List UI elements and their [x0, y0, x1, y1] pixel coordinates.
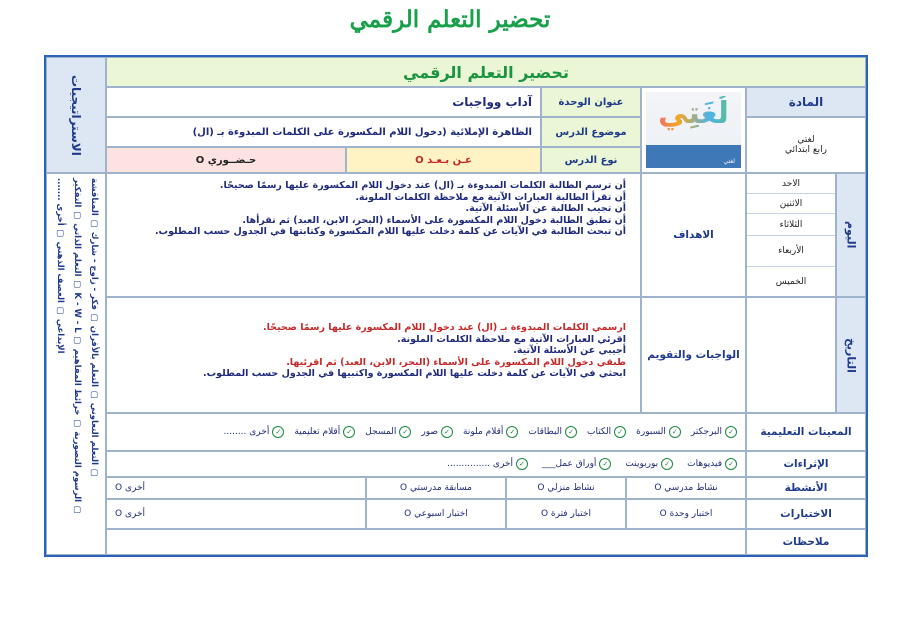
logo-caption: لغتي	[723, 158, 735, 165]
subject-grade: رابع ابتدائي	[785, 145, 827, 155]
unit-title-value: آداب وواجبات	[106, 87, 541, 117]
test-2[interactable]: اختبار فترة O	[506, 499, 626, 529]
goal-1: أن ترسم الطالبة الكلمات المبدوءة بـ (ال) عند دخول اللام المكسورة عليها رسمًا صحيحًا.	[219, 180, 626, 191]
aid-item[interactable]: ✓أخرى ........	[224, 426, 285, 438]
activities-label: الأنشطة	[746, 477, 866, 499]
date-header	[836, 297, 866, 413]
date-label: التاريخ	[844, 337, 858, 373]
aid-item[interactable]: ✓أقلام تعليمية	[294, 426, 355, 438]
goal-5: أن تبحث الطالبة في الآيات عن كلمة دخلت عليها اللام المكسورة وكتابتها في الجدول حسب المطلوب.	[154, 226, 626, 237]
enrichment-item[interactable]: ✓بوربوينت	[625, 458, 673, 470]
subject-name: لغتي	[797, 135, 815, 145]
goals-list	[106, 173, 641, 297]
homework-1: ارسمي الكلمات المبدوءة بـ (ال) عند دخول اللام المكسورة عليها رسمًا صحيحًا.	[262, 322, 626, 333]
day-header	[836, 173, 866, 297]
homework-2: اقرئي العبارات الآتية مع ملاحظة الكلمات الملونة.	[397, 333, 626, 345]
aid-item[interactable]: ✓صور	[421, 426, 453, 438]
check-icon: ✓	[661, 458, 673, 470]
check-icon: ✓	[669, 426, 681, 438]
logo-cell	[641, 87, 746, 173]
check-icon: ✓	[725, 426, 737, 438]
lughati-logo	[646, 92, 741, 168]
day-monday: الاثنين	[747, 194, 835, 214]
homework-4: طبقي دخول اللام المكسورة على الأسماء (البحر، الابن، العبد) ثم اقرئيها.	[286, 356, 626, 368]
enrichment-row	[106, 451, 746, 477]
lesson-type-remote[interactable]: عـن بـعـد O	[346, 147, 541, 173]
check-icon: ✓	[599, 458, 611, 470]
homework-3: أجيبي عن الأسئلة الآتية.	[513, 345, 626, 356]
goal-4: أن تطبق الطالبة دخول اللام المكسورة على الأسماء (البحر، الابن، العبد) ثم تقرأها.	[242, 214, 626, 226]
enrichment-item[interactable]: ✓فيديوهات	[687, 458, 737, 470]
notes-label: ملاحظات	[746, 529, 866, 555]
enrichment-item[interactable]: ✓أوراق عمل___	[542, 458, 611, 470]
aid-item[interactable]: ✓الكتاب	[587, 426, 626, 438]
homework-list	[106, 297, 641, 413]
subject-value-cell	[746, 117, 866, 173]
homework-5: ابحثي في الآيات عن كلمة دخلت عليها اللام المكسورة واكتبيها في الجدول حسب المطلوب.	[202, 368, 626, 379]
homework-label: الواجبات والتقويم	[647, 349, 740, 361]
subject-header: المادة	[746, 87, 866, 117]
page-title: تحضير التعلم الرقمي	[349, 6, 551, 33]
notes-field[interactable]	[106, 529, 746, 555]
check-icon: ✓	[343, 426, 355, 438]
goal-2: أن تقرأ الطالبة العبارات الآتية مع ملاحظة الكلمات الملونة.	[355, 191, 626, 203]
lesson-plan-frame	[44, 55, 868, 557]
activity-2[interactable]: نشاط منزلي O	[506, 477, 626, 499]
check-icon: ✓	[565, 426, 577, 438]
aids-label: المعينات التعليمية	[746, 413, 866, 451]
enrichment-label: الإثراءات	[746, 451, 866, 477]
strategies-col-1: ▢ التعلم التعاوني ▢ التعلم بالأقران ▢ فكر - زاوج - شارك ▢ المناقشة	[89, 178, 99, 478]
check-icon: ✓	[441, 426, 453, 438]
aid-item[interactable]: ✓المسجل	[365, 426, 411, 438]
test-1[interactable]: اختبار وحدة O	[626, 499, 746, 529]
activity-4[interactable]: أخرى O	[106, 477, 366, 499]
strategies-col-2: ▢ الرسوم التصورية ▢ خرائط المفاهيم ▢ K - W - L ▢ التعلم الذاتي ▢ التفكير	[72, 178, 82, 516]
goal-3: أن تجيب الطالبة عن الأسئلة الآتية.	[465, 203, 626, 214]
tests-label: الاختبارات	[746, 499, 866, 529]
test-4[interactable]: أخرى O	[106, 499, 366, 529]
day-sunday: الاحد	[747, 174, 835, 194]
lesson-type-inperson[interactable]: حـضــوري O	[106, 147, 346, 173]
inner-title: تحضير التعلم الرقمي	[106, 57, 866, 87]
goals-label: الاهداف	[673, 229, 714, 241]
check-icon: ✓	[516, 458, 528, 470]
strategies-cell	[46, 173, 106, 555]
day-label: اليوم	[844, 221, 858, 249]
lesson-type-label: نوع الدرس	[541, 147, 641, 173]
check-icon: ✓	[272, 426, 284, 438]
goals-label-cell	[641, 173, 746, 297]
aid-item[interactable]: ✓أقلام ملونة	[463, 426, 518, 438]
homework-label-cell	[641, 297, 746, 413]
check-icon: ✓	[725, 458, 737, 470]
days-list	[746, 173, 836, 297]
strategies-label: الاستراتيجيات	[69, 74, 83, 156]
day-tuesday: الثلاثاء	[747, 214, 835, 236]
day-thursday: الخميس	[775, 276, 807, 287]
check-icon: ✓	[399, 426, 411, 438]
strategies-col-3: الإبداعي ▢ العصف الذهني ▢ أخرى .......	[55, 178, 65, 354]
lesson-topic-label: موضوع الدرس	[541, 117, 641, 147]
test-3[interactable]: اختبار اسبوعي O	[366, 499, 506, 529]
activity-1[interactable]: نشاط مدرسي O	[626, 477, 746, 499]
date-blank	[746, 297, 836, 413]
aid-item[interactable]: ✓السبورة	[636, 426, 681, 438]
logo-text: لُغَتِي	[646, 96, 741, 131]
aids-row	[106, 413, 746, 451]
lesson-topic-value: الظاهرة الإملائية (دخول اللام المكسورة على الكلمات المبدوءة بـ (ال)	[106, 117, 541, 147]
check-icon: ✓	[614, 426, 626, 438]
unit-title-label: عنوان الوحدة	[541, 87, 641, 117]
aid-item[interactable]: ✓البطاقات	[528, 426, 577, 438]
check-icon: ✓	[506, 426, 518, 438]
activity-3[interactable]: مسابقة مدرستي O	[366, 477, 506, 499]
enrichment-item[interactable]: ✓أخرى ...............	[447, 458, 528, 470]
strategies-header	[46, 57, 106, 173]
day-wednesday: الأربعاء	[747, 236, 835, 267]
aid-item[interactable]: ✓البرجكتر	[691, 426, 737, 438]
